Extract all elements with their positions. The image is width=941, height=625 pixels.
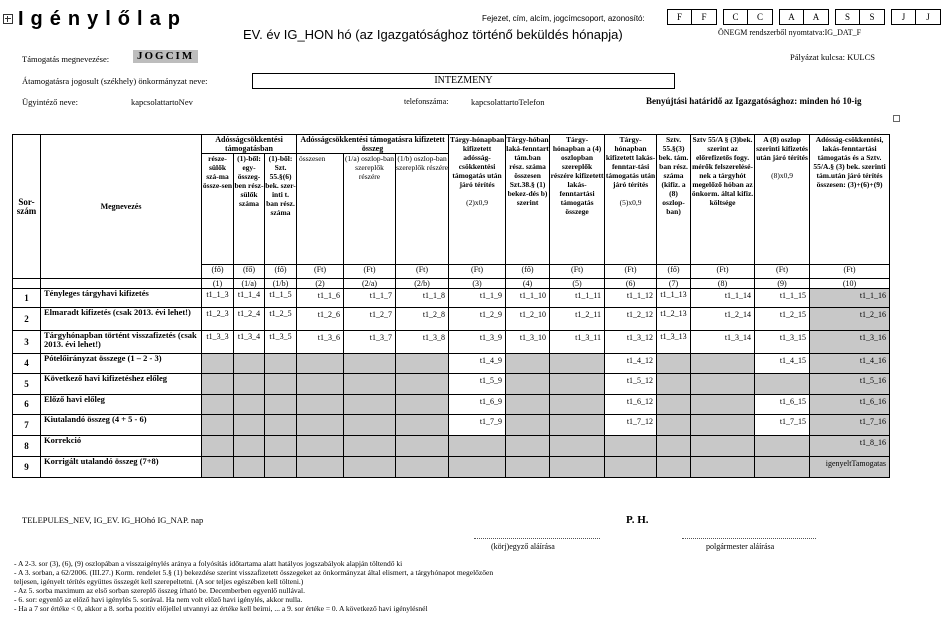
row-number: 7 [13, 415, 41, 436]
value-cell[interactable]: t1_3_9 [449, 331, 506, 354]
disabled-cell [396, 457, 449, 478]
value-cell[interactable]: t1_3_10 [506, 331, 550, 354]
disabled-cell [550, 457, 605, 478]
disabled-cell [506, 415, 550, 436]
table-row [13, 289, 890, 308]
disabled-cell [657, 415, 691, 436]
value-cell[interactable]: t1_2_13 [657, 308, 691, 331]
row-number: 6 [13, 395, 41, 415]
disabled-cell [755, 436, 810, 457]
value-cell[interactable]: t1_8_16 [810, 436, 890, 457]
disabled-cell [691, 415, 755, 436]
value-cell[interactable]: t1_1_13 [657, 289, 691, 308]
value-cell[interactable]: t1_4_9 [449, 354, 506, 374]
value-cell[interactable]: t1_1_9 [449, 289, 506, 308]
value-cell[interactable]: t1_2_5 [265, 308, 297, 331]
disabled-cell [605, 457, 657, 478]
row-label: Korrekció [41, 436, 202, 457]
table-row [13, 436, 890, 457]
disabled-cell [265, 457, 297, 478]
institution-field: INTEZMENY [252, 73, 675, 89]
header-megnevezes: Megnevezés [41, 135, 202, 279]
disabled-cell [396, 415, 449, 436]
header-col-8: Sztv 55/A § (3)bek. szerint az előrefizetős fogy. mérők felszerelésé-nek a tárgyhót megelőző hóban az önkorm. által kifiz. költsége [691, 135, 755, 265]
resize-handle-icon[interactable] [893, 115, 900, 122]
support-value: JOGCIM [133, 50, 198, 63]
col-number: (1/b) [265, 279, 297, 289]
unit-cell: (Ft) [691, 265, 755, 279]
row-number: 8 [13, 436, 41, 457]
value-cell[interactable]: t1_2_11 [550, 308, 605, 331]
value-cell[interactable]: t1_5_12 [605, 374, 657, 395]
code-box: S [860, 9, 885, 25]
col-number: (10) [810, 279, 890, 289]
value-cell[interactable]: t1_4_16 [810, 354, 890, 374]
disabled-cell [550, 354, 605, 374]
disabled-cell [344, 415, 396, 436]
disabled-cell [550, 374, 605, 395]
code-box: C [723, 9, 748, 25]
value-cell[interactable]: t1_1_3 [202, 289, 234, 308]
unit-cell: (Ft) [550, 265, 605, 279]
table-row [13, 457, 890, 478]
col-number: (2/b) [396, 279, 449, 289]
disabled-cell [344, 436, 396, 457]
value-cell[interactable]: t1_3_13 [657, 331, 691, 354]
row-label: Elmaradt kifizetés (csak 2013. évi lehet!) [41, 308, 202, 331]
footnote: - Az 5. sorba maximum az első sorban szereplő összeg írható be. Decemberben egyenlő nullával. [14, 586, 305, 595]
disabled-cell [506, 374, 550, 395]
disabled-cell [449, 436, 506, 457]
col-number: (2/a) [344, 279, 396, 289]
disabled-cell [202, 395, 234, 415]
value-cell[interactable]: t1_1_5 [265, 289, 297, 308]
value-cell[interactable]: t1_3_4 [234, 331, 265, 354]
header-col-5: Tárgy-hónapban a (4) oszlopban szereplők részére kifizetett lakás-fenntartási támogatás összege [550, 135, 605, 265]
table-row [13, 308, 890, 331]
value-cell[interactable]: t1_3_6 [297, 331, 344, 354]
col-number: (8) [691, 279, 755, 289]
code-box: F [667, 9, 692, 25]
place-date: TELEPULES_NEV, IG_EV. IG_HOhó IG_NAP. nap [22, 515, 204, 525]
unit-cell: (Ft) [810, 265, 890, 279]
value-cell[interactable]: t1_3_11 [550, 331, 605, 354]
unit-cell: (Ft) [755, 265, 810, 279]
disabled-cell [202, 374, 234, 395]
value-cell[interactable]: t1_1_10 [506, 289, 550, 308]
unit-cell: (fő) [234, 265, 265, 279]
row-number: 9 [13, 457, 41, 478]
page-subtitle: EV. év IG_HON hó (az Igazgatósághoz történő beküldés hónapja) [243, 27, 623, 42]
header-sorszam: Sor-szám [13, 135, 41, 279]
unit-cell: (Ft) [449, 265, 506, 279]
disabled-cell [691, 354, 755, 374]
value-cell[interactable]: t1_1_8 [396, 289, 449, 308]
col-number: (2) [297, 279, 344, 289]
col-numbers-row [13, 279, 890, 289]
header-col-1a: (1)-ből: egy-összeg-ben rész-sülők száma [234, 154, 265, 265]
disabled-cell [506, 436, 550, 457]
code-box: A [804, 9, 829, 25]
value-cell[interactable]: t1_3_15 [755, 331, 810, 354]
table-row [13, 415, 890, 436]
footnote: - 6. sor: egyenlő az előző havi igénylés 5. sorával. Ha nem volt előző havi igénylés, akkor nulla. [14, 595, 303, 604]
disabled-cell [297, 457, 344, 478]
value-cell[interactable]: t1_1_7 [344, 289, 396, 308]
value-cell[interactable]: t1_3_8 [396, 331, 449, 354]
disabled-cell [657, 436, 691, 457]
header-group-1: Adósságcsökkentési támogatásban [202, 135, 297, 154]
tender-key: Pályázat kulcsa: KULCS [790, 52, 875, 62]
value-cell[interactable]: t1_7_9 [449, 415, 506, 436]
support-label: Támogatás megnevezése: [22, 54, 110, 64]
row-number: 3 [13, 331, 41, 354]
disabled-cell [265, 354, 297, 374]
admin-label: Ügyintéző neve: [22, 97, 78, 107]
col-number: (3) [449, 279, 506, 289]
value-cell[interactable]: t1_1_15 [755, 289, 810, 308]
disabled-cell [202, 415, 234, 436]
row-number: 4 [13, 354, 41, 374]
col-number: (5) [550, 279, 605, 289]
disabled-cell [657, 395, 691, 415]
disabled-cell [506, 457, 550, 478]
row-label: Tényleges tárgyhavi kifizetés [41, 289, 202, 308]
phone-label: telefonszáma: [404, 97, 449, 106]
value-cell[interactable]: t1_7_12 [605, 415, 657, 436]
footnote: teljesen, igényelt térítés együttes összegét kell szerepeltetni. (A sor teljes egészében kell tölteni.) [14, 577, 304, 586]
row-label: Kiutalandó összeg (4 + 5 - 6) [41, 415, 202, 436]
value-cell[interactable]: t1_2_7 [344, 308, 396, 331]
signature-line-notary [474, 538, 600, 539]
value-cell[interactable]: t1_7_15 [755, 415, 810, 436]
disabled-cell [297, 354, 344, 374]
identifier-code-boxes [667, 9, 941, 25]
disabled-cell [506, 354, 550, 374]
disabled-cell [234, 395, 265, 415]
value-cell[interactable]: t1_3_7 [344, 331, 396, 354]
col-number: (1) [202, 279, 234, 289]
row-label: Pótelőirányzat összege (1 – 2 - 3) [41, 354, 202, 374]
value-cell[interactable]: t1_2_15 [755, 308, 810, 331]
col-number: (1/a) [234, 279, 265, 289]
header-col-10: Adósság-csökkentési, lakás-fenntartási támogatás és a Sztv. 55/A.§ (3) bek. szerinti tám.után járó térítés összesen: (3)+(6)+(9) [810, 135, 890, 265]
disabled-cell [202, 436, 234, 457]
disabled-cell [550, 436, 605, 457]
disabled-cell [550, 395, 605, 415]
value-cell[interactable]: t1_2_8 [396, 308, 449, 331]
disabled-cell [396, 436, 449, 457]
unit-cell: (fő) [657, 265, 691, 279]
disabled-cell [396, 354, 449, 374]
form-id: ÖNEGM rendszerből nyomtatva:IG_DAT_F [718, 28, 862, 37]
footnote: - A 3. sorban, a 62/2006. (III.27.) Korm. rendelet 5.§ (1) bekezdése szerint visszafizetett összegeket az önkormányzat által elismert, a tárgyhónapot megelőzően [14, 568, 494, 577]
row-number: 2 [13, 308, 41, 331]
claim-table [12, 134, 890, 478]
header-col-2: összesen [297, 154, 344, 265]
unit-cell: (fő) [506, 265, 550, 279]
disabled-cell [234, 457, 265, 478]
disabled-cell [755, 457, 810, 478]
disabled-cell [550, 415, 605, 436]
disabled-cell [691, 395, 755, 415]
value-cell[interactable]: t1_1_11 [550, 289, 605, 308]
value-cell[interactable]: t1_1_16 [810, 289, 890, 308]
disabled-cell [297, 436, 344, 457]
disabled-cell [234, 354, 265, 374]
signature-line-mayor [682, 538, 816, 539]
code-box: S [835, 9, 860, 25]
disabled-cell [234, 415, 265, 436]
code-box: C [748, 9, 773, 25]
admin-value: kapcsolattartoNev [131, 97, 193, 107]
header-col-6: Tárgy-hónapban kifizetett lakás-fenntar-tási támogatás után járó térítés (5)x0,9 [605, 135, 657, 265]
header-col-1: része-sülők szá-ma össze-sen [202, 154, 234, 265]
disabled-cell [344, 374, 396, 395]
table-body [13, 289, 890, 478]
value-cell[interactable]: t1_6_12 [605, 395, 657, 415]
value-cell[interactable]: t1_2_3 [202, 308, 234, 331]
disabled-cell [344, 354, 396, 374]
value-cell[interactable]: t1_5_9 [449, 374, 506, 395]
disabled-cell [657, 374, 691, 395]
header-group-2: Adósságcsökkentési támogatásra kifizetett összeg [297, 135, 449, 154]
value-cell[interactable]: t1_1_4 [234, 289, 265, 308]
disabled-cell [691, 457, 755, 478]
disabled-cell [234, 374, 265, 395]
unit-cell: (Ft) [605, 265, 657, 279]
disabled-cell [396, 374, 449, 395]
value-cell[interactable]: t1_4_12 [605, 354, 657, 374]
value-cell[interactable]: t1_2_12 [605, 308, 657, 331]
disabled-cell [234, 436, 265, 457]
disabled-cell [657, 354, 691, 374]
value-cell[interactable]: t1_3_5 [265, 331, 297, 354]
footnotes [14, 559, 493, 613]
page-title: Igénylőlap [18, 8, 187, 30]
disabled-cell [506, 395, 550, 415]
unit-cell: (Ft) [396, 265, 449, 279]
disabled-cell [297, 415, 344, 436]
value-cell[interactable]: t1_3_12 [605, 331, 657, 354]
value-cell[interactable]: t1_4_15 [755, 354, 810, 374]
deadline-text: Benyújtási határidő az Igazgatósághoz: minden hó 10-ig [646, 96, 862, 106]
footnote: - Ha a 7 sor értéke < 0, akkor a 8. sorba pozitív előjellel utvannyi az értéke kell beírni, ... a 9. sor értéke = 0. A következő havi igénylésnél [14, 604, 428, 613]
value-cell[interactable]: t1_1_12 [605, 289, 657, 308]
header-col-4: Tárgy-hóban laká-fenntart tám.ban rész. száma összesen Szt.38.§ (1) bekez-dés b) szerint [506, 135, 550, 265]
table-row [13, 354, 890, 374]
disabled-cell [344, 395, 396, 415]
identifier-label: Fejezet, cím, alcím, jogcímcsoport, azonosító: [482, 14, 645, 23]
disabled-cell [265, 436, 297, 457]
disabled-cell [297, 395, 344, 415]
footnote: - A 2-3. sor (3), (6), (9) oszlopában a visszaigénylés aránya a folyósítás időtartama alatt hatályos jogszabályok alapján töltendő ki [14, 559, 403, 568]
value-cell[interactable]: t1_5_16 [810, 374, 890, 395]
value-cell[interactable]: t1_3_16 [810, 331, 890, 354]
disabled-cell [691, 436, 755, 457]
disabled-cell [202, 457, 234, 478]
table-row [13, 374, 890, 395]
header-col-2a: (1/a) oszlop-ban szereplők részére [344, 154, 396, 265]
table-row [13, 331, 890, 354]
value-cell[interactable]: t1_6_15 [755, 395, 810, 415]
expand-icon[interactable] [3, 14, 13, 24]
row-label: Előző havi előleg [41, 395, 202, 415]
disabled-cell [396, 395, 449, 415]
disabled-cell [344, 457, 396, 478]
value-cell[interactable]: t1_7_16 [810, 415, 890, 436]
entitled-label: Átamogatásra jogosult (székhely) önkormányzat neve: [22, 76, 208, 86]
col-number: (7) [657, 279, 691, 289]
row-label: Korrigált utalandó összeg (7+8) [41, 457, 202, 478]
code-box: F [692, 9, 717, 25]
row-number: 5 [13, 374, 41, 395]
disabled-cell [449, 457, 506, 478]
col-number: (9) [755, 279, 810, 289]
disabled-cell [265, 395, 297, 415]
stamp-placeholder: P. H. [626, 514, 649, 526]
value-cell[interactable]: t1_2_10 [506, 308, 550, 331]
disabled-cell [265, 415, 297, 436]
disabled-cell [265, 374, 297, 395]
value-cell[interactable]: t1_2_6 [297, 308, 344, 331]
unit-cell: (fő) [202, 265, 234, 279]
code-box: J [891, 9, 916, 25]
value-cell[interactable]: t1_3_14 [691, 331, 755, 354]
header-col-1b: (1)-ből: Szt. 55.§(6) bek. szer-inti t. ban rész. száma [265, 154, 297, 265]
value-cell[interactable]: t1_2_16 [810, 308, 890, 331]
header-col-3: Tárgy-hónapban kifizetett adósság-csökkentési támogatás után járó térítés (2)x0,9 [449, 135, 506, 265]
table-row [13, 395, 890, 415]
code-box: J [916, 9, 941, 25]
row-label: Tárgyhónapban történt visszafizetés (csak 2013. évi lehet!) [41, 331, 202, 354]
disabled-cell [755, 374, 810, 395]
code-box: A [779, 9, 804, 25]
disabled-cell [605, 436, 657, 457]
signature-mayor: polgármester aláírása [706, 542, 775, 551]
value-cell[interactable]: t1_2_9 [449, 308, 506, 331]
phone-value: kapcsolattartoTelefon [471, 97, 545, 107]
header-col-2b: (1/b) oszlop-ban szereplők részére [396, 154, 449, 265]
disabled-cell [297, 374, 344, 395]
value-cell[interactable]: t1_6_9 [449, 395, 506, 415]
disabled-cell [691, 374, 755, 395]
value-cell[interactable]: t1_2_14 [691, 308, 755, 331]
col-number: (4) [506, 279, 550, 289]
unit-cell: (fő) [265, 265, 297, 279]
signature-notary: (körj)egyző aláírása [491, 542, 555, 551]
value-cell[interactable]: t1_3_3 [202, 331, 234, 354]
header-col-9: A (8) oszlop szerinti kifizetés után járó térítés (8)x0,9 [755, 135, 810, 265]
row-label: Következő havi kifizetéshez előleg [41, 374, 202, 395]
header-col-7: Sztv. 55.§(3) bek. tám. ban rész. száma (kifiz. a (8) oszlop-ban) [657, 135, 691, 265]
value-cell[interactable]: t1_1_14 [691, 289, 755, 308]
unit-cell: (Ft) [344, 265, 396, 279]
value-cell[interactable]: t1_1_6 [297, 289, 344, 308]
col-number: (6) [605, 279, 657, 289]
value-cell[interactable]: igenyeltTamogatas [810, 457, 890, 478]
disabled-cell [202, 354, 234, 374]
value-cell[interactable]: t1_2_4 [234, 308, 265, 331]
unit-cell: (Ft) [297, 265, 344, 279]
value-cell[interactable]: t1_6_16 [810, 395, 890, 415]
row-number: 1 [13, 289, 41, 308]
disabled-cell [657, 457, 691, 478]
table-header [13, 135, 890, 289]
